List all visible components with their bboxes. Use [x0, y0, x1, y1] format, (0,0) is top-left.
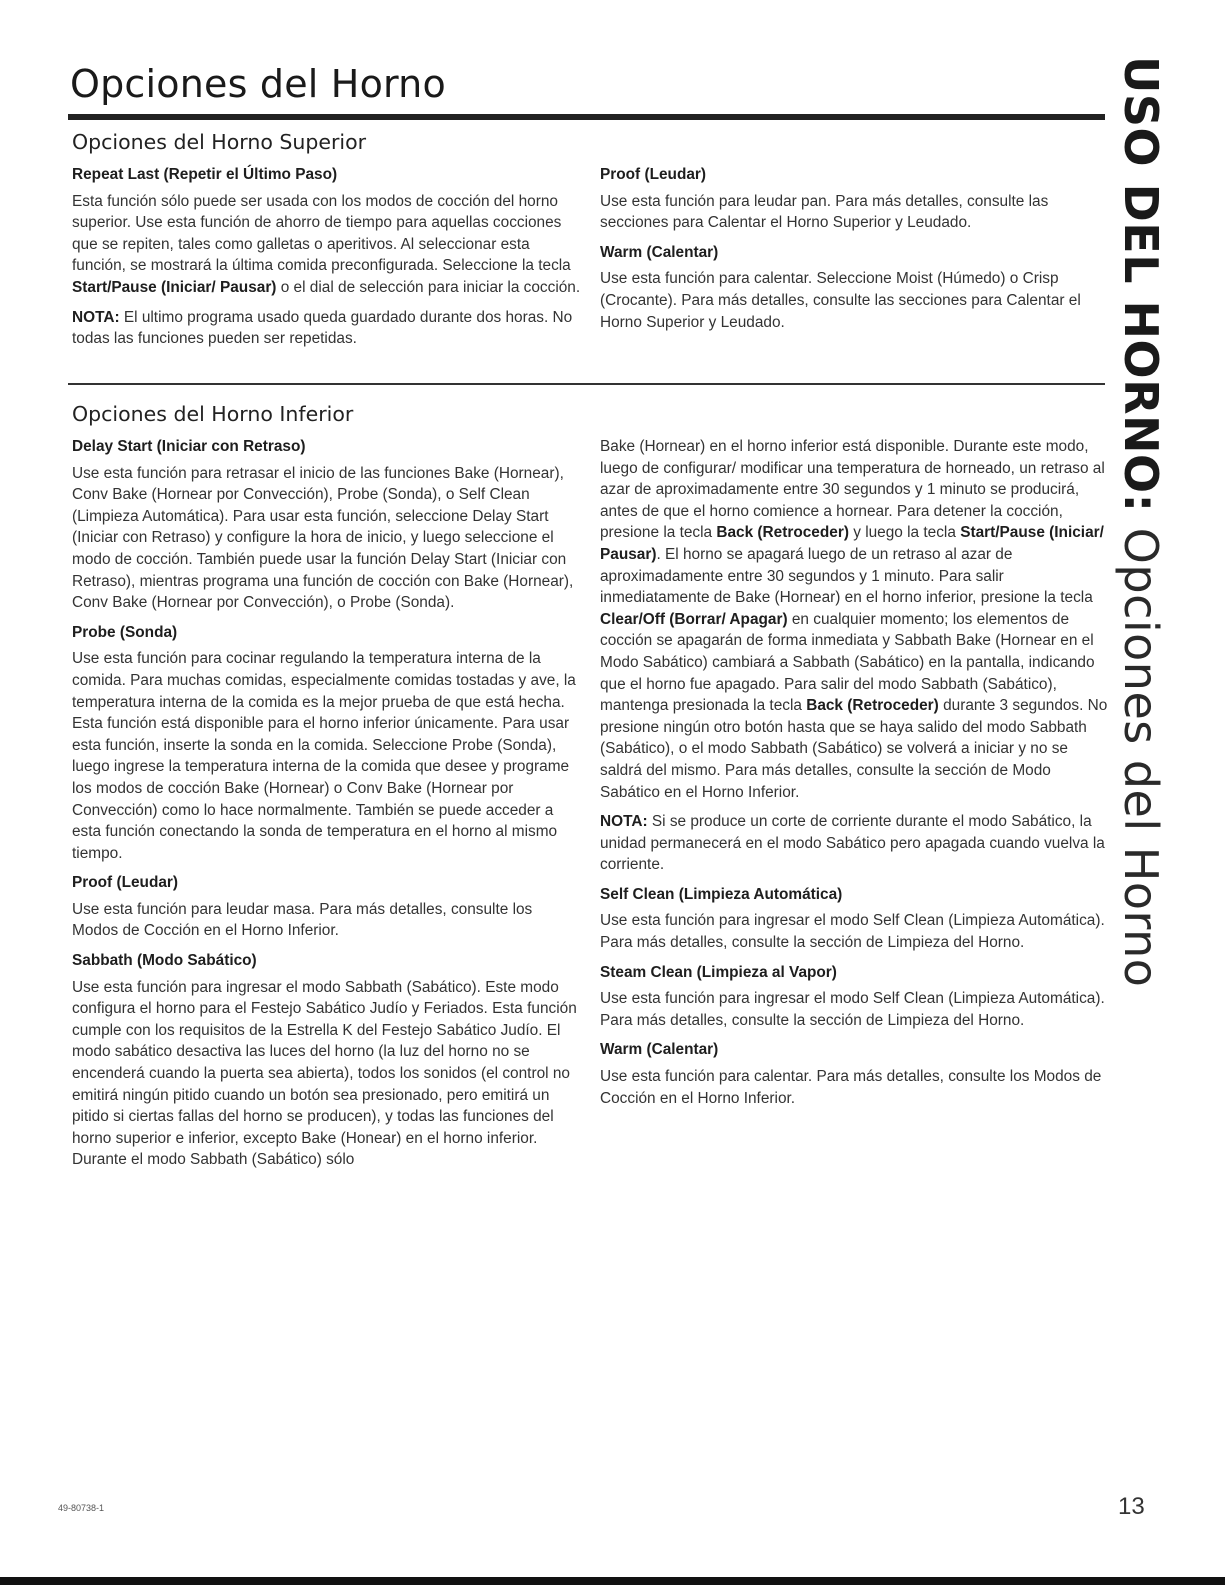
side-section-tab	[1082, 56, 1192, 988]
steam-clean-title: Steam Clean (Limpieza al Vapor)	[600, 963, 837, 981]
repeat-last-note: NOTA: El ultimo programa usado queda guardado durante dos horas. No todas las funciones pueden ser repetidas.	[72, 308, 573, 348]
lower-right-column	[600, 436, 1110, 1117]
lower-proof-text: Use esta función para leudar masa. Para más detalles, consulte los Modos de Cocción en el Horno Inferior.	[72, 900, 533, 940]
upper-right-column	[600, 164, 1105, 341]
steam-clean-text: Use esta función para ingresar el modo Self Clean (Limpieza Automática). Para más detalles, consulte la sección de Limpieza del Horno.	[600, 990, 1105, 1029]
side-tab-section: Opciones del Horno	[1114, 512, 1168, 988]
lower-proof-title: Proof (Leudar)	[72, 874, 179, 892]
repeat-last-text: Esta función sólo puede ser usada con los modos de cocción del horno superior. Use esta función de ahorro de tiempo para aquellas cocciones que se repiten, tales como galletas o aperitivos. Al seleccionar esta función, se mostrará la última comida preconfigurada. Seleccione la tecla Start/Pause (Iniciar/ Pausar) o el dial de selección para iniciar la cocción.	[72, 192, 581, 296]
side-tab-chapter: USO DEL HORNO:	[1114, 56, 1168, 513]
sabbath-title: Sabbath (Modo Sabático)	[72, 952, 257, 970]
back-key-label: Back (Retroceder)	[716, 524, 849, 542]
lower-warm-title: Warm (Calentar)	[600, 1041, 719, 1059]
sabbath-text: Use esta función para ingresar el modo Sabbath (Sabático). Este modo configura el horno para el Festejo Sabático Judío y Feriados. Esta función cumple con los requisitos de la Estrella K del Festejo Sabático Judío. El modo sabático desactiva las luces del horno (la luz del horno no se encenderá cuando la puerta sea abierta), todos los sonidos (el control no emitirá ningún pitido cuando un botón sea presionado, pero emitirá un pitido si ciertas fallas del horno se producen), y todas las funciones del horno superior e inferior, excepto Bake (Honear) en el horno inferior. Durante el modo Sabbath (Sabático) sólo	[72, 978, 577, 1169]
page-title: Opciones del Horno	[70, 62, 446, 106]
start-pause-key-label: Start/Pause (Iniciar/ Pausar)	[600, 524, 1104, 563]
lower-warm-text: Use esta función para calentar. Para más detalles, consulte los Modos de Cocción en el Horno Inferior.	[600, 1068, 1102, 1107]
delay-start-text: Use esta función para retrasar el inicio de las funciones Bake (Hornear), Conv Bake (Hornear por Convección), Probe (Sonda), o Self Clean (Limpieza Automática). Para usar esta función, seleccione Delay Start (Iniciar con Retraso) y configure la hora de inicio, y luego seleccione el modo de cocción. También puede usar la función Delay Start (Iniciar con Retraso), mientras programa una función de cocción con Bake (Hornear), Conv Bake (Hornear por Convección), o Probe (Sonda).	[72, 464, 574, 612]
upper-proof-title: Proof (Leudar)	[600, 166, 707, 183]
upper-oven-heading: Opciones del Horno Superior	[72, 130, 367, 154]
sabbath-continued-text: Bake (Hornear) en el horno inferior está disponible. Durante este modo, luego de configurar/ modificar una temperatura de horneado, un retraso al azar de aproximadamente entre 30 segundos y 1 minuto se producirá, antes de que el horno comience a hornear. Para detener la cocción, presione la tecla Back (Retroceder) y luego la tecla Start/Pause (Iniciar/ Pausar). El horno se apagará luego de un retraso al azar de aproximadamente entre 30 segundos y 1 minuto. Para salir inmediatamente de Bake (Hornear) en el horno inferior, presione la tecla Clear/Off (Borrar/ Apagar) en cualquier momento; los elementos de cocción se apagarán de forma inmediata y Sabbath Bake (Hornear en el Modo Sabático) cambiará a Sabbath (Sabático) en la pantalla, indicando que el horno fue apagado. Para salir del modo Sabbath (Sabático), mantenga presionada la tecla Back (Retroceder) durante 3 segundos. No presione ningún otro botón hasta que se haya salido del modo Sabbath (Sabático), o el modo Sabbath (Sabático) se volverá a iniciar y no se saldrá del mismo. Para más detalles, consulte la sección de Modo Sabático en el Horno Inferior.	[600, 438, 1108, 801]
delay-start-title: Delay Start (Iniciar con Retraso)	[72, 438, 306, 455]
repeat-last-title: Repeat Last (Repetir el Último Paso)	[72, 166, 338, 183]
lower-left-column	[72, 436, 582, 1179]
sabbath-note: NOTA: Si se produce un corte de corriente durante el modo Sabático, la unidad permanecerá en el modo Sabático pero apagada cuando vuelva la corriente.	[600, 813, 1105, 874]
upper-warm-title: Warm (Calentar)	[600, 243, 719, 261]
start-pause-key-label: Start/Pause (Iniciar/ Pausar)	[72, 278, 277, 296]
upper-warm-text: Use esta función para calentar. Seleccione Moist (Húmedo) o Crisp (Crocante). Para más detalles, consulte las secciones para Calentar el Horno Superior y Leudado.	[600, 270, 1081, 331]
lower-oven-heading: Opciones del Horno Inferior	[72, 402, 354, 426]
clear-off-key-label: Clear/Off (Borrar/ Apagar)	[600, 610, 788, 628]
page-number: 13	[1118, 1493, 1145, 1520]
back-key-label: Back (Retroceder)	[806, 697, 939, 715]
probe-title: Probe (Sonda)	[72, 623, 178, 641]
probe-text: Use esta función para cocinar regulando la temperatura interna de la comida. Para muchas comidas, especialmente comidas tostadas y ave, la temperatura interna de la comida es la mejor prueba de que está hecha. Esta función está disponible para el horno inferior únicamente. Para usar esta función, inserte la sonda en la comida. Seleccione Probe (Sonda), luego ingrese la temperatura interna de la comida que desee y programe los modos de cocción Bake (Hornear) o Conv Bake (Hornear por Convección) como lo hace normalmente. También se puede acceder a esta función conectando la sonda de temperatura en el horno al mismo tiempo.	[72, 650, 576, 862]
upper-proof-text: Use esta función para leudar pan. Para más detalles, consulte las secciones para Calentar el Horno Superior y Leudado.	[600, 192, 1049, 232]
self-clean-text: Use esta función para ingresar el modo Self Clean (Limpieza Automática). Para más detalles, consulte la sección de Limpieza del Horno.	[600, 912, 1105, 952]
upper-left-column	[72, 164, 582, 358]
document-code: 49-80738-1	[58, 1503, 105, 1513]
title-divider	[68, 114, 1105, 120]
section-divider	[68, 383, 1105, 385]
self-clean-title: Self Clean (Limpieza Automática)	[600, 885, 843, 903]
scan-edge	[0, 1577, 1225, 1585]
side-tab-label	[1114, 56, 1168, 988]
